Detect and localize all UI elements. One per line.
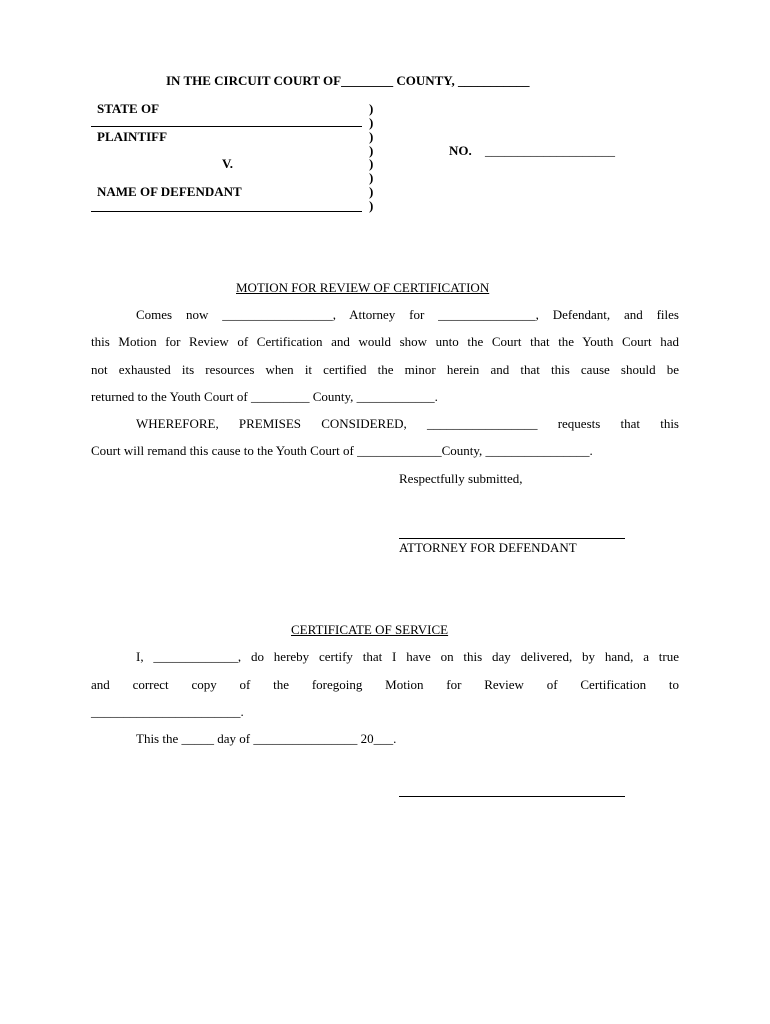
wherefore-line: Court will remand this cause to the Youth Court of _____________County, ________________. (91, 443, 593, 458)
certificate-paragraph-line: I, _____________, do hereby certify that I have on this day delivered, by hand, a true (136, 649, 679, 664)
caption-paren: ) (369, 101, 374, 116)
case-number-label: NO. (449, 143, 472, 158)
respectfully-submitted: Respectfully submitted, (399, 471, 523, 486)
state-label: STATE OF (97, 101, 160, 116)
attorney-signature-label: ATTORNEY FOR DEFENDANT (399, 540, 577, 555)
defendant-label: NAME OF DEFENDANT (97, 184, 242, 199)
attorney-signature-line (399, 538, 625, 539)
caption-paren: ) (369, 156, 374, 171)
plaintiff-label: PLAINTIFF (97, 129, 168, 144)
plaintiff-name-line (91, 126, 362, 127)
certificate-title: CERTIFICATE OF SERVICE (291, 622, 449, 637)
caption-paren: ) (369, 143, 374, 158)
motion-paragraph-line: not exhausted its resources when it certified the minor herein and that this cause should be (91, 362, 679, 377)
versus-label: V. (222, 156, 233, 171)
certificate-signature-line (399, 796, 625, 797)
caption-paren: ) (369, 184, 374, 199)
caption-paren: ) (369, 129, 374, 144)
caption-paren: ) (369, 115, 374, 130)
wherefore-line: WHEREFORE, PREMISES CONSIDERED, _________________ requests that this (136, 416, 679, 431)
case-number-blank: ____________________ (485, 143, 615, 158)
motion-paragraph-line: Comes now _________________, Attorney for _______________, Defendant, and files (136, 307, 679, 322)
caption-paren: ) (369, 170, 374, 185)
motion-title: MOTION FOR REVIEW OF CERTIFICATION (236, 280, 490, 295)
motion-paragraph-line: returned to the Youth Court of _________ County, ____________. (91, 389, 438, 404)
motion-paragraph-line: this Motion for Review of Certification and would show unto the Court that the Youth Court had (91, 334, 679, 349)
caption-paren: ) (369, 198, 374, 213)
certificate-date-line: This the _____ day of ________________ 20___. (136, 731, 397, 746)
court-heading: IN THE CIRCUIT COURT OF________ COUNTY, ___________ (166, 73, 530, 88)
certificate-paragraph-line: _______________________. (91, 704, 244, 719)
defendant-name-line (91, 211, 362, 212)
certificate-paragraph-line: and correct copy of the foregoing Motion for Review of Certification to (91, 677, 679, 692)
